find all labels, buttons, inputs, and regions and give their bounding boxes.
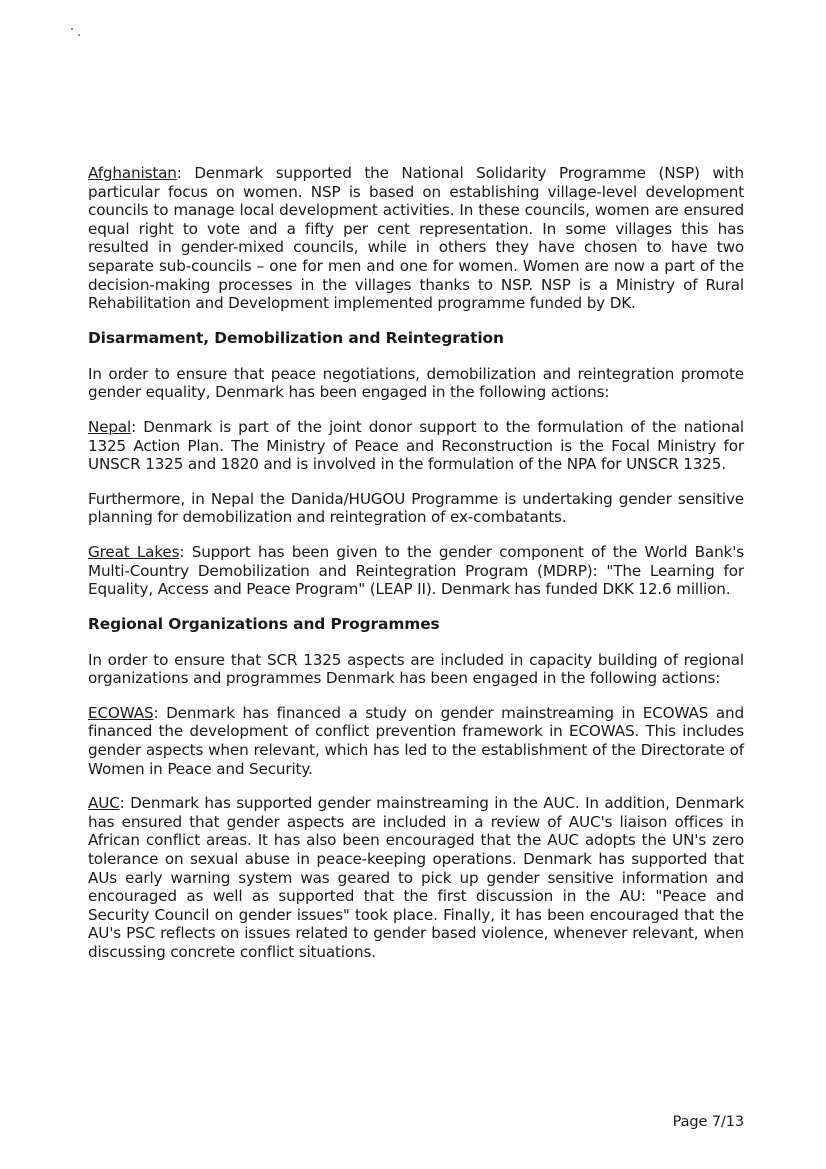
paragraph-ecowas [88, 704, 744, 778]
section-heading-regional: Regional Organizations and Programmes [88, 614, 440, 633]
paragraph-text: : Support has been given to the gender component of the World Bank's Multi-Country Demobilization and Reintegration Program (MDRP): "The Learning for Equality, Access and Peace Program" (LEAP II). Denmark has funded DKK 12.6 million. [88, 542, 744, 599]
paragraph-text: : Denmark supported the National Solidarity Programme (NSP) with particular focus on women. NSP is based on establishing village-level development councils to manage local development activities. In these councils, women are ensured equal right to vote and a fifty per cent representation. In some villages this has resulted in gender-mixed councils, while in others they have chosen to have two separate sub-councils – one for men and one for women. Women are now a part of the decision-making processes in the villages thanks to NSP. NSP is a Ministry of Rural Rehabilitation and Development implemented programme funded by DK. [88, 164, 744, 313]
region-label-great-lakes: Great Lakes [88, 542, 180, 561]
org-label-auc: AUC [88, 794, 120, 813]
country-label-afghanistan: Afghanistan [88, 164, 177, 182]
document-body [88, 164, 744, 978]
paragraph-great-lakes [88, 543, 744, 599]
paragraph-nepal-furthermore: Furthermore, in Nepal the Danida/HUGOU Programme is undertaking gender sensitive planning for demobilization and reintegration of ex-combatants. [88, 489, 744, 527]
scan-speck [71, 28, 73, 30]
org-label-ecowas: ECOWAS [88, 703, 154, 722]
paragraph-afghanistan [88, 164, 744, 313]
page-number: Page 7/13 [672, 1114, 744, 1130]
paragraph-text: : Denmark is part of the joint donor support to the formulation of the national 1325 Action Plan. The Ministry of Peace and Reconstruction is the Focal Ministry for UNSCR 1325 and 1820 and is involved in the formulation of the NPA for UNSCR 1325. [88, 417, 744, 474]
paragraph-ddr-intro: In order to ensure that peace negotiations, demobilization and reintegration promote gender equality, Denmark has been engaged in the following actions: [88, 364, 744, 402]
paragraph-text: : Denmark has supported gender mainstreaming in the AUC. In addition, Denmark has ensured that gender aspects are included in a review of AUC's liaison offices in African conflict areas. It has also been encouraged that the AUC adopts the UN's zero tolerance on sexual abuse in peace-keeping operations. Denmark has supported that AUs early warning system was geared to pick up gender sensitive information and encouraged as well as supported that the first discussion in the AU: "Peace and Security Council on gender issues" took place. Finally, it has been encouraged that the AU's PSC reflects on issues related to gender based violence, whenever relevant, when discussing concrete conflict situations. [88, 794, 744, 961]
paragraph-auc [88, 794, 744, 961]
paragraph-text: : Denmark has financed a study on gender mainstreaming in ECOWAS and financed the development of conflict prevention framework in ECOWAS. This includes gender aspects when relevant, which has led to the establishment of the Directorate of Women in Peace and Security. [88, 703, 744, 778]
country-label-nepal: Nepal [88, 417, 132, 436]
paragraph-nepal [88, 418, 744, 474]
scan-speck [78, 34, 80, 36]
section-heading-ddr: Disarmament, Demobilization and Reintegration [88, 328, 504, 347]
paragraph-regional-intro: In order to ensure that SCR 1325 aspects are included in capacity building of regional organizations and programmes Denmark has been engaged in the following actions: [88, 650, 744, 688]
